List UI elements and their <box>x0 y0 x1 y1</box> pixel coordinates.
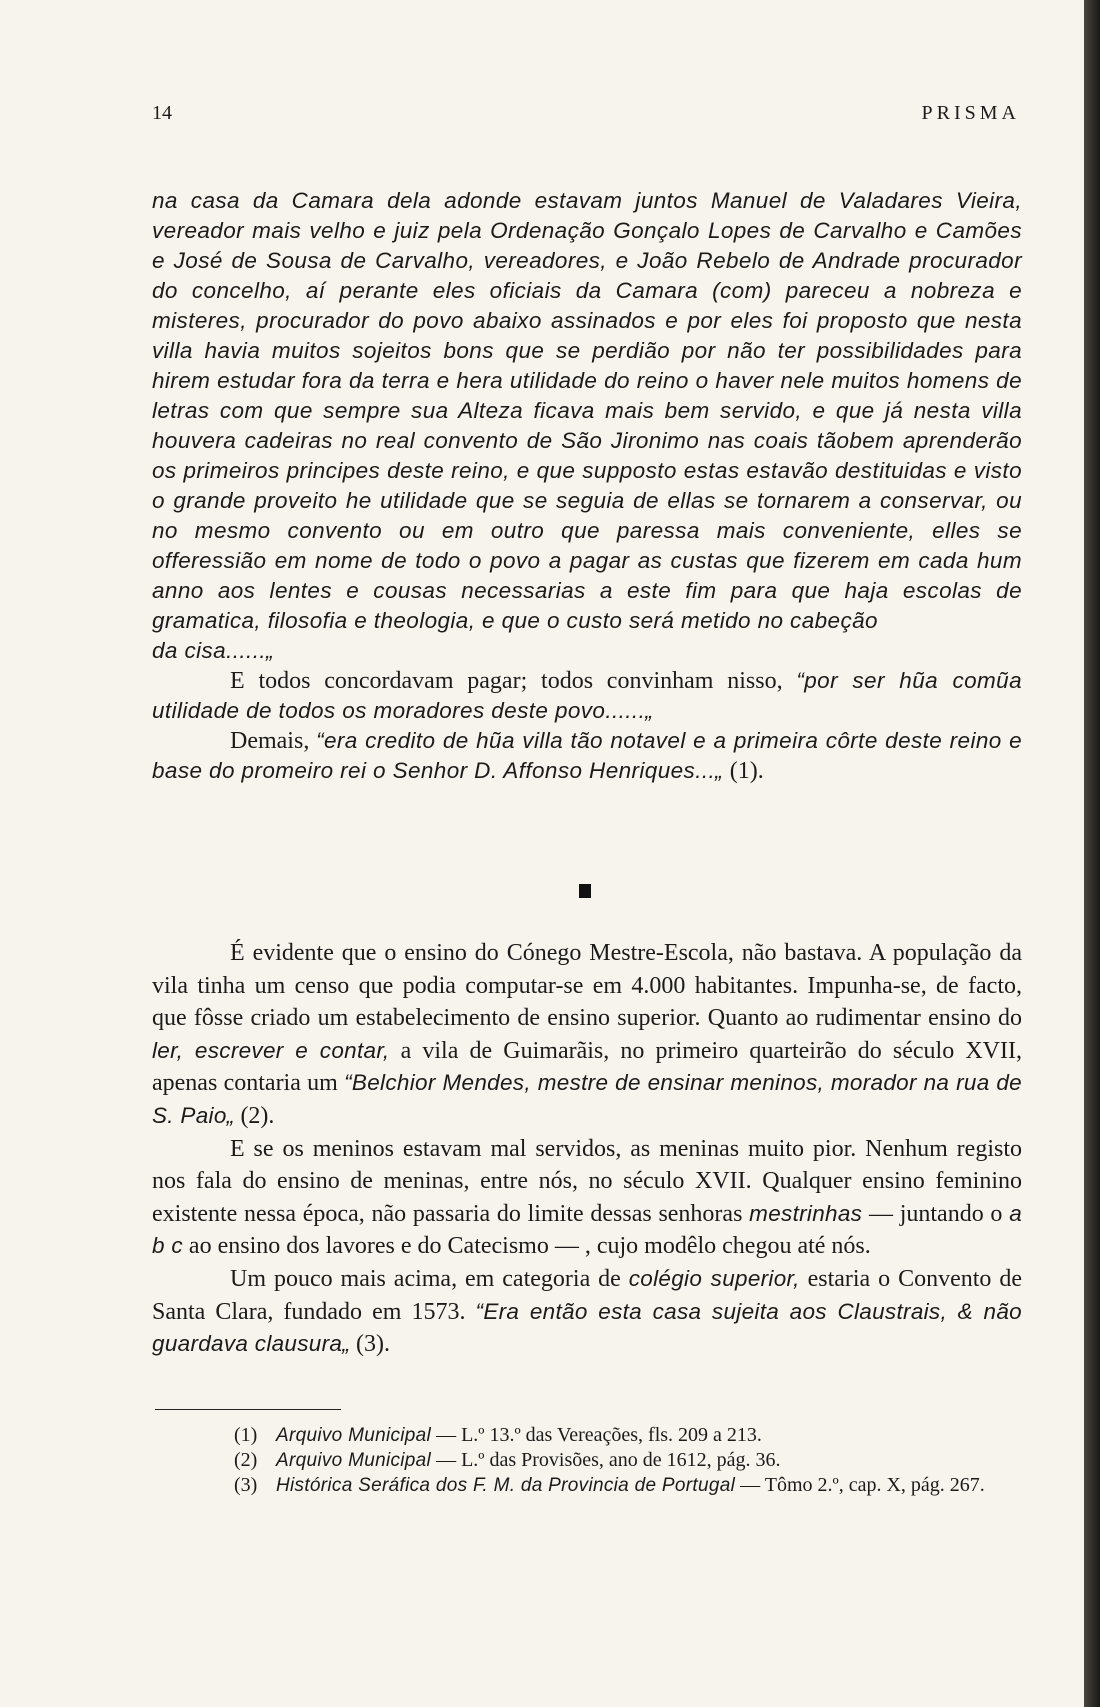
footnote-mark: (1) <box>234 1424 258 1446</box>
footnote-mark: (2) <box>234 1449 258 1471</box>
footnote-reference[interactable]: (1). <box>729 758 764 784</box>
quote-line: na casa da Camara dela adonde estavam juntos Manuel de Valadares <box>152 188 943 213</box>
quote-line: da cisa......„ <box>152 638 274 663</box>
quote-paragraph-end <box>152 636 1022 666</box>
quote-line: Carvalho e Camões e José de Sousa de Carvalho, vereadores, e João Rebelo <box>152 218 1022 273</box>
page-gutter-shadow <box>1084 0 1100 1707</box>
quote-line: de Andrade procurador do concelho, aí perante eles oficiais da Camara <box>152 248 1022 303</box>
body-text: E se os meninos estavam mal servidos, as meninas muito pior. Nenhum registo nos fala do ensino de meninas, entre nós, no século XVII. Qualquer ensino feminino existente nessa época, não passaria do limite dessas senhoras <box>152 1135 1022 1227</box>
quote-line: principes deste reino, e que supposto estas estavão destituidas e visto o <box>152 458 1022 513</box>
quote-paragraph <box>152 186 1022 636</box>
quote-line: de gramatica, filosofia e theologia, e que o custo será metido no cabeção <box>152 578 1022 633</box>
footnote-source: Arquivo Municipal <box>276 1450 432 1471</box>
commentary-paragraph <box>152 726 1022 786</box>
commentary-text: E todos concordavam pagar; todos convinham nisso, <box>230 668 797 694</box>
body-text: É evidente que o ensino do Cónego Mestre-Escola, não bastava. A população da vila tinha um censo que podia computar-se em 4.000 habitantes. Impunha-se, de facto, que fôsse criado um estabelecimento de ensino superior. Quanto ao rudimentar ensino do <box>152 940 1022 1032</box>
italic-quotation: “Era então esta casa sujeita aos Claustrais, & não guardava clausura„ <box>152 1298 1022 1357</box>
footnotes <box>152 1423 1022 1498</box>
running-head <box>152 102 1020 126</box>
body-text: — juntando o <box>862 1200 1010 1227</box>
quote-line: ou no mesmo convento ou em outro que paressa mais conveniente, elles se <box>152 488 1022 543</box>
body-paragraph <box>152 1133 1022 1263</box>
footnote <box>152 1448 1022 1473</box>
quote-line: offeressião em nome de todo o povo a pagar as custas que fizerem em cada <box>152 548 969 573</box>
body-text: a vila de Guimarãis, no primeiro quarteirão do século XVII, apenas contaria um <box>152 1037 1022 1097</box>
footnote-mark: (3) <box>234 1474 258 1496</box>
quote-line: perdião por não ter possibilidades para hirem estudar fora da terra e hera <box>152 338 1022 393</box>
body-text: estaria o Convento de Santa Clara, fundado em 1573. <box>152 1265 1022 1325</box>
body-paragraph <box>152 1263 1022 1361</box>
italic-phrase: a b c <box>152 1200 1023 1259</box>
footnote-separator <box>155 1409 341 1410</box>
quote-line: utilidade do reino o haver nele muitos homens de letras com que sempre <box>152 368 1022 423</box>
quoted-document-excerpt <box>152 186 1022 786</box>
quote-line: hum anno aos lentes e cousas necessarias a este fim para que haja escolas <box>152 548 1022 603</box>
body-paragraph <box>152 937 1022 1133</box>
footnote <box>152 1473 1022 1498</box>
commentary-paragraph <box>152 666 1022 726</box>
journal-title: PRISMA <box>921 102 1020 124</box>
footnote-detail: — L.º das Provisões, ano de 1612, pág. 36. <box>431 1449 781 1471</box>
inline-quotation: “era credito de hũa villa tão notavel e a primeira côrte deste reino e base do promeiro rei o Senhor D. Affonso Henriques...„ <box>152 728 1023 783</box>
body-text: Um pouco mais acima, em categoria de <box>230 1265 629 1292</box>
italic-quotation: “Belchior Mendes, mestre de ensinar meninos, morador na rua de S. Paio„ <box>152 1070 1022 1128</box>
quote-line: e por eles foi proposto que nesta villa havia muitos sojeitos bons que se <box>152 308 1022 363</box>
commentary-text: Demais, <box>230 728 317 754</box>
footnote-reference[interactable]: (2). <box>234 1102 275 1129</box>
quote-line: sua Alteza ficava mais bem servido, e que já nesta villa houvera cadeiras <box>152 398 1022 453</box>
footnote-detail: — Tômo 2.º, cap. X, pág. 267. <box>735 1474 985 1496</box>
quote-line: grande proveito he utilidade que se seguia de ellas se tornarem a conservar, <box>173 488 988 513</box>
italic-phrase: ler, escrever e contar, <box>152 1037 390 1063</box>
quote-line: (com) pareceu a nobreza e misteres, procurador do povo abaixo assinados <box>152 278 1022 333</box>
footnote-detail: — L.º 13.º das Vereações, fls. 209 a 213. <box>431 1424 762 1446</box>
section-divider-ornament <box>579 884 591 898</box>
footnote-reference[interactable]: (3). <box>350 1331 390 1358</box>
main-text <box>152 937 1022 1361</box>
quote-line: no real convento de São Jironimo nas coais tãobem aprenderão os primeiros <box>152 428 1022 483</box>
footnote <box>152 1423 1022 1448</box>
page-number: 14 <box>152 102 172 124</box>
italic-phrase: mestrinhas <box>749 1200 863 1226</box>
italic-phrase: colégio superior, <box>628 1265 800 1291</box>
body-text: ao ensino dos lavores e do Catecismo — , cujo modêlo chegou até nós. <box>182 1233 871 1260</box>
inline-quotation: “por ser hũa comũa utilidade de todos os moradores deste povo......„ <box>152 668 1022 723</box>
quote-line: Vieira, vereador mais velho e juiz pela Ordenação Gonçalo Lopes de <box>152 188 1022 243</box>
footnote-source: Histórica Seráfica dos F. M. da Provincia de Portugal <box>276 1475 736 1496</box>
footnote-source: Arquivo Municipal <box>276 1425 432 1446</box>
